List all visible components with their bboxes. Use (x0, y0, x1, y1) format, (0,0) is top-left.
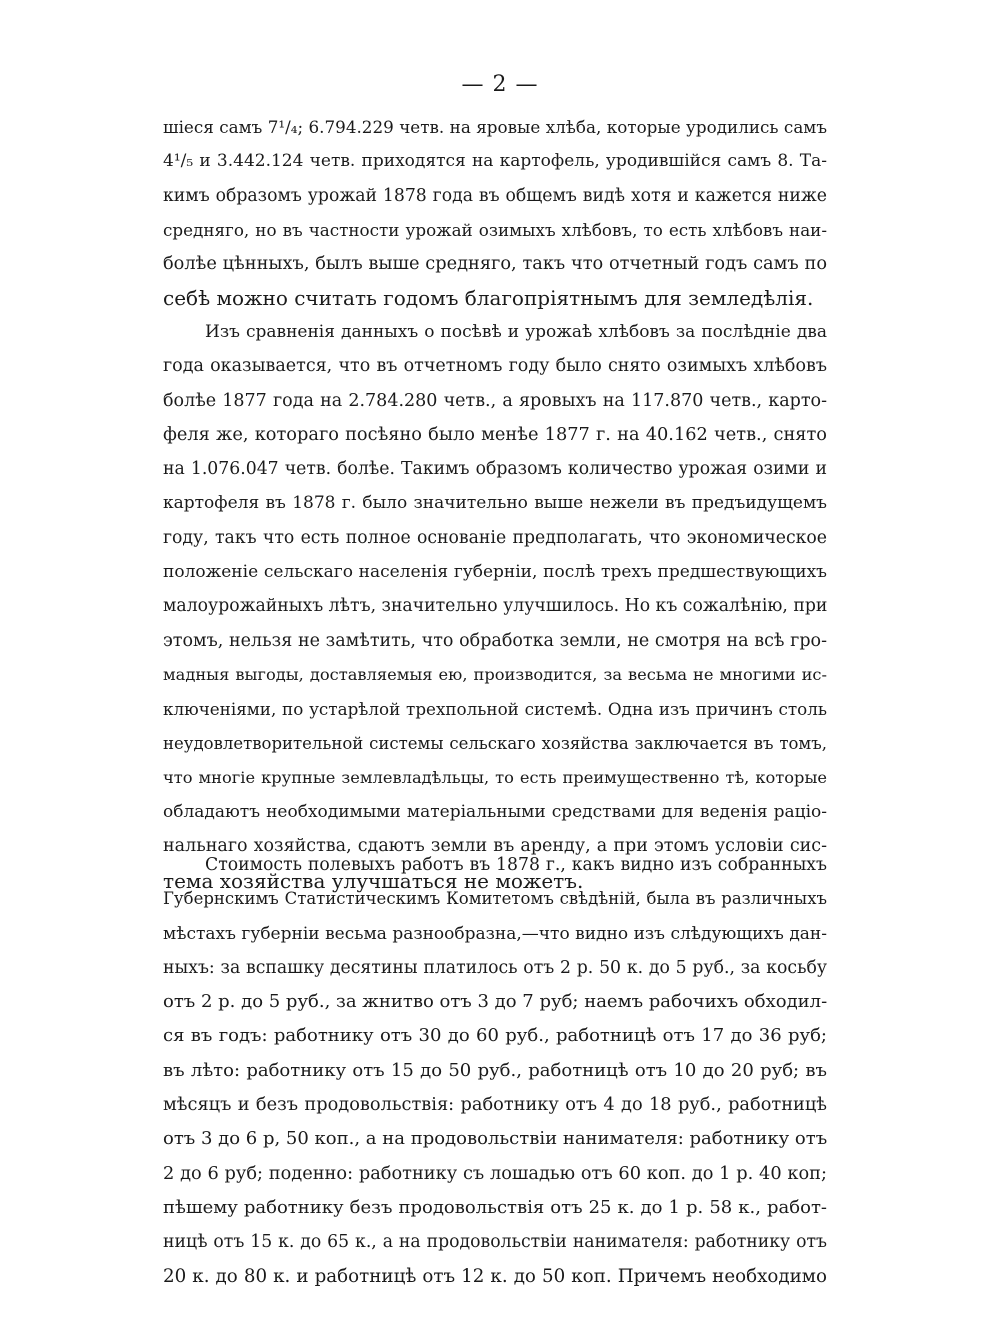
text-line: неудовлетворительной системы сельскаго хозяйства заключается въ томъ, (163, 733, 827, 753)
text-line: ся въ годъ: работнику отъ 30 до 60 руб., работницѣ отъ 17 до 36 руб; (163, 1025, 827, 1047)
text-line: положеніе сельскаго населенія губерніи, послѣ трехъ предшествующихъ (163, 562, 827, 583)
text-line: болѣе 1877 года на 2.784.280 четв., а яровыхъ на 117.870 четв., карто- (163, 390, 827, 411)
text-line: 4¹/₅ и 3.442.124 четв. приходятся на картофель, уродившійся самъ 8. Та- (163, 151, 827, 172)
text-line: пѣшему работнику безъ продовольствія отъ 25 к. до 1 р. 58 к., работ- (163, 1196, 827, 1218)
text-line: обладаютъ необходимыми матеріальными средствами для веденія раціо- (163, 802, 827, 823)
text-line: году, такъ что есть полное основаніе предполагать, что экономическое (163, 527, 827, 548)
text-line: болѣе цѣнныхъ, былъ выше средняго, такъ что отчетный годъ самъ по (163, 254, 827, 275)
text-line: мѣстахъ губерніи весьма разнообразна,—что видно изъ слѣдующихъ дан- (163, 923, 827, 944)
text-line: себѣ можно считать годомъ благопріятнымъ для земледѣлія. (163, 286, 814, 311)
text-line: мадныя выгоды, доставляемыя ею, производится, за весьма не многими ис- (163, 664, 827, 684)
text-line: картофеля въ 1878 г. было значительно выше нежели въ предъидущемъ (163, 493, 827, 514)
text-line: 2 до 6 руб; поденно: работнику съ лошадью отъ 60 коп. до 1 р. 40 коп; (163, 1163, 827, 1184)
paragraph-1 (163, 110, 827, 316)
text-line: мѣсяцъ и безъ продовольствія: работнику отъ 4 до 18 руб., работницѣ (163, 1095, 827, 1116)
text-line: этомъ, нельзя не замѣтить, что обработка земли, не смотря на всѣ гро- (163, 630, 827, 651)
text-line: Стоимость полевыхъ работъ въ 1878 г., какъ видно изъ собранныхъ (205, 855, 827, 875)
paragraph-2 (163, 315, 827, 898)
text-line: Губернскимъ Статистическимъ Комитетомъ свѣдѣній, была въ различныхъ (163, 889, 827, 909)
text-line: ключеніями, по устарѣлой трехпольной системѣ. Одна изъ причинъ столь (163, 699, 827, 720)
text-line: Изъ сравненія данныхъ о посѣвѣ и урожаѣ хлѣбовъ за послѣдніе два (205, 322, 827, 342)
text-line: феля же, котораго посѣяно было менѣе 1877 г. на 40.162 четв., снято (163, 424, 827, 445)
text-line: малоурожайныхъ лѣтъ, значительно улучшилось. Но къ сожалѣнію, при (163, 596, 828, 617)
text-line: ницѣ отъ 15 к. до 65 к., а на продовольствіи нанимателя: работнику отъ (163, 1232, 827, 1253)
paragraph-3 (163, 848, 827, 1294)
text-line: года оказывается, что въ отчетномъ году было снято озимыхъ хлѣбовъ (163, 356, 827, 377)
text-line: нальнаго хозяйства, сдаютъ земли въ аренду, а при этомъ условіи сис- (163, 836, 827, 857)
text-line: 20 к. до 80 к. и работницѣ отъ 12 к. до 50 коп. Причемъ необходимо (163, 1265, 827, 1287)
text-line: средняго, но въ частности урожай озимыхъ хлѣбовъ, то есть хлѣбовъ наи- (163, 219, 827, 240)
text-line: ныхъ: за вспашку десятины платилось отъ 2 р. 50 к. до 5 руб., за косьбу (163, 957, 827, 978)
text-line: тема хозяйства улучшаться не можетъ. (163, 868, 584, 893)
page-number: — 2 — (461, 72, 539, 97)
text-line: отъ 3 до 6 р, 50 коп., а на продовольствіи нанимателя: работнику отъ (163, 1128, 828, 1150)
text-line: шіеся самъ 7¹/₄; 6.794.229 четв. на яровые хлѣба, которые уродились самъ (163, 117, 827, 137)
text-line: на 1.076.047 четв. болѣе. Такимъ образомъ количество урожая озими и (163, 459, 827, 480)
text-line: что многіе крупные землевладѣльцы, то есть преимущественно тѣ, которые (163, 767, 827, 787)
text-line: отъ 2 р. до 5 руб., за жнитво отъ 3 до 7 руб; наемъ рабочихъ обходил- (163, 991, 828, 1013)
text-line: въ лѣто: работнику отъ 15 до 50 руб., работницѣ отъ 10 до 20 руб; въ (163, 1059, 827, 1081)
text-line: кимъ образомъ урожай 1878 года въ общемъ видѣ хотя и кажется ниже (163, 185, 827, 206)
